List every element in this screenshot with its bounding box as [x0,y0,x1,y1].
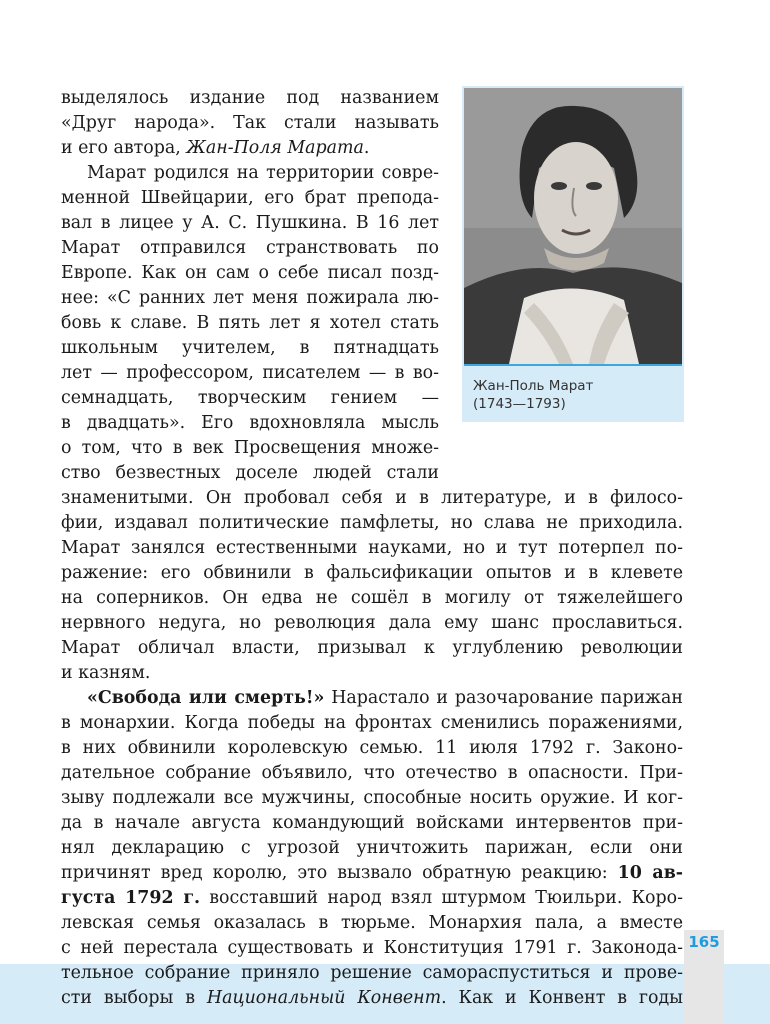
text-line: да в начале августа командующий войсками интервентов при- [61,813,683,833]
italic-term: Жан-Поля Марата [186,138,364,158]
text-line: школьным учителем, в пятнадцать [61,338,439,358]
text-line: нервного недуга, но революция дала ему шанс прославиться. [61,613,683,633]
text-span: . Как и Конвент в годы [441,988,684,1008]
text-span: и его автора, [61,138,187,158]
text-line: выделялось издание под названием [61,88,439,108]
text-line: Марат занялся естественными науками, но и тут потерпел по- [61,538,683,558]
portrait-caption [473,377,678,413]
portrait-image [464,88,682,366]
text-line: ство безвестных доселе людей стали [61,463,439,483]
text-line: о том, что в век Просвещения множе- [61,438,439,458]
text-line [61,136,439,161]
text-line: в монархии. Когда победы на фронтах сменились поражениями, [61,713,683,733]
text-span: причинят вред королю, это вызвало обратную реакцию: [61,863,618,883]
text-line: вал в лицее у А. С. Пушкина. В 16 лет [61,213,439,233]
bold-date: 10 ав- [617,863,683,883]
text-line: Марат отправился странствовать по [61,238,439,258]
text-line [87,686,683,711]
text-span: Нарастало и разочарование парижан [324,688,683,708]
text-line [61,886,683,911]
text-line: Европе. Как он сам о себе писал позд- [61,263,439,283]
text-line: фии, издавал политические памфлеты, но слава не приходила. [61,513,683,533]
text-line: ражение: его обвинили в фальсификации опытов и в клевете [61,563,683,583]
text-line: семнадцать, творческим гением — [61,388,439,408]
italic-term: Национальный Конвент [206,988,442,1008]
text-line: в них обвинили королевскую семью. 11 июля 1792 г. Законо- [61,738,683,758]
text-line: знаменитыми. Он пробовал себя и в литературе, и в филосо- [61,488,683,508]
text-span: восставший народ взял штурмом Тюильри. Коро- [200,888,683,908]
text-line: лет — профессором, писателем — в во- [61,363,439,383]
page-number: 165 [688,933,720,951]
text-line: нее: «С ранних лет меня пожирала лю- [61,288,439,308]
text-line [61,861,683,886]
text-line: левская семья оказалась в тюрьме. Монархия пала, а вместе [61,913,683,933]
text-line: с ней перестала существовать и Конституция 1791 г. Законода- [61,938,683,958]
text-line: бовь к славе. В пять лет я хотел стать [61,313,439,333]
text-line: зыву подлежали все мужчины, способные носить оружие. И ког- [61,788,683,808]
text-line: на соперников. Он едва не сошёл в могилу от тяжелейшего [61,588,683,608]
text-line: Марат родился на территории совре- [87,163,439,183]
text-span: сти выборы в [61,988,207,1008]
text-line: тельное собрание приняло решение самораспуститься и прове- [61,963,683,983]
text-span: . [363,138,370,158]
text-line: «Друг народа». Так стали называть [61,113,439,133]
bold-date: густа 1792 г. [61,888,201,908]
text-line: дательное собрание объявило, что отечество в опасности. При- [61,763,683,783]
portrait-figure [462,86,684,422]
text-line: в двадцать». Его вдохновляла мысль [61,413,439,433]
text-line: менной Швейцарии, его брат препода- [61,188,439,208]
caption-name: Жан-Поль Марат [473,378,594,394]
text-line: нял декларацию с угрозой уничтожить парижан, если они [61,838,683,858]
text-line [61,986,683,1011]
caption-dates: (1743—1793) [473,396,566,412]
text-line: Марат обличал власти, призывал к углублению революции [61,638,683,658]
text-line: и казням. [61,663,151,683]
section-heading: «Свобода или смерть!» [87,688,325,708]
